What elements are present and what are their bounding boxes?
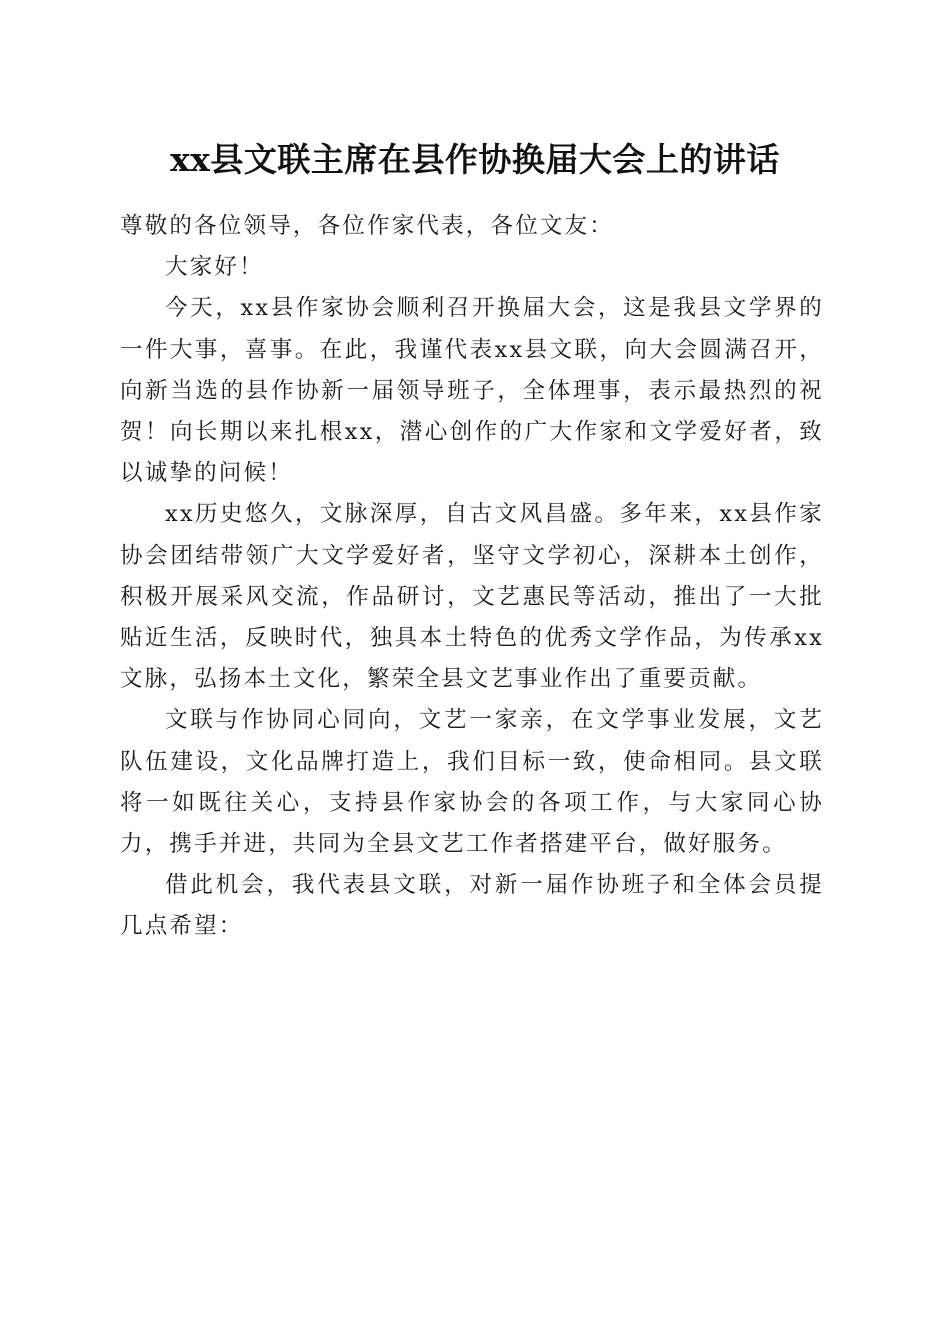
paragraph-hopes: 借此机会，我代表县文联，对新一届作协班子和全体会员提几点希望：	[120, 872, 824, 940]
document-title: xx县文联主席在县作协换届大会上的讲话	[170, 140, 780, 179]
paragraph-cooperation: 文联与作协同心同向，文艺一家亲，在文学事业发展，文艺队伍建设，文化品牌打造上，我们目标一致，使命相同。县文联将一如既往关心，支持县作家协会的各项工作，与大家同心协力，携手并进，共同为全县文艺工作者搭建平台，做好服务。	[120, 707, 824, 858]
salutation: 尊敬的各位领导，各位作家代表，各位文友：	[120, 213, 615, 239]
paragraph-congratulations: 今天，xx县作家协会顺利召开换届大会，这是我县文学界的一件大事，喜事。在此，我谨代表xx县文联，向大会圆满召开，向新当选的县作协新一届领导班子，全体理事，表示最热烈的祝贺！向长期以来扎根xx，潜心创作的广大作家和文学爱好者，致以诚挚的问候！	[120, 295, 824, 487]
paragraph-greeting: 大家好！	[165, 254, 264, 281]
paragraph-history: xx历史悠久，文脉深厚，自古文风昌盛。多年来，xx县作家协会团结带领广大文学爱好者，坚守文学初心，深耕本土创作，积极开展采风交流，作品研讨，文艺惠民等活动，推出了一大批贴近生活，反映时代，独具本土特色的优秀文学作品，为传承xx文脉，弘扬本土文化，繁荣全县文艺事业作出了重要贡献。	[120, 501, 824, 693]
document-body	[120, 206, 824, 948]
